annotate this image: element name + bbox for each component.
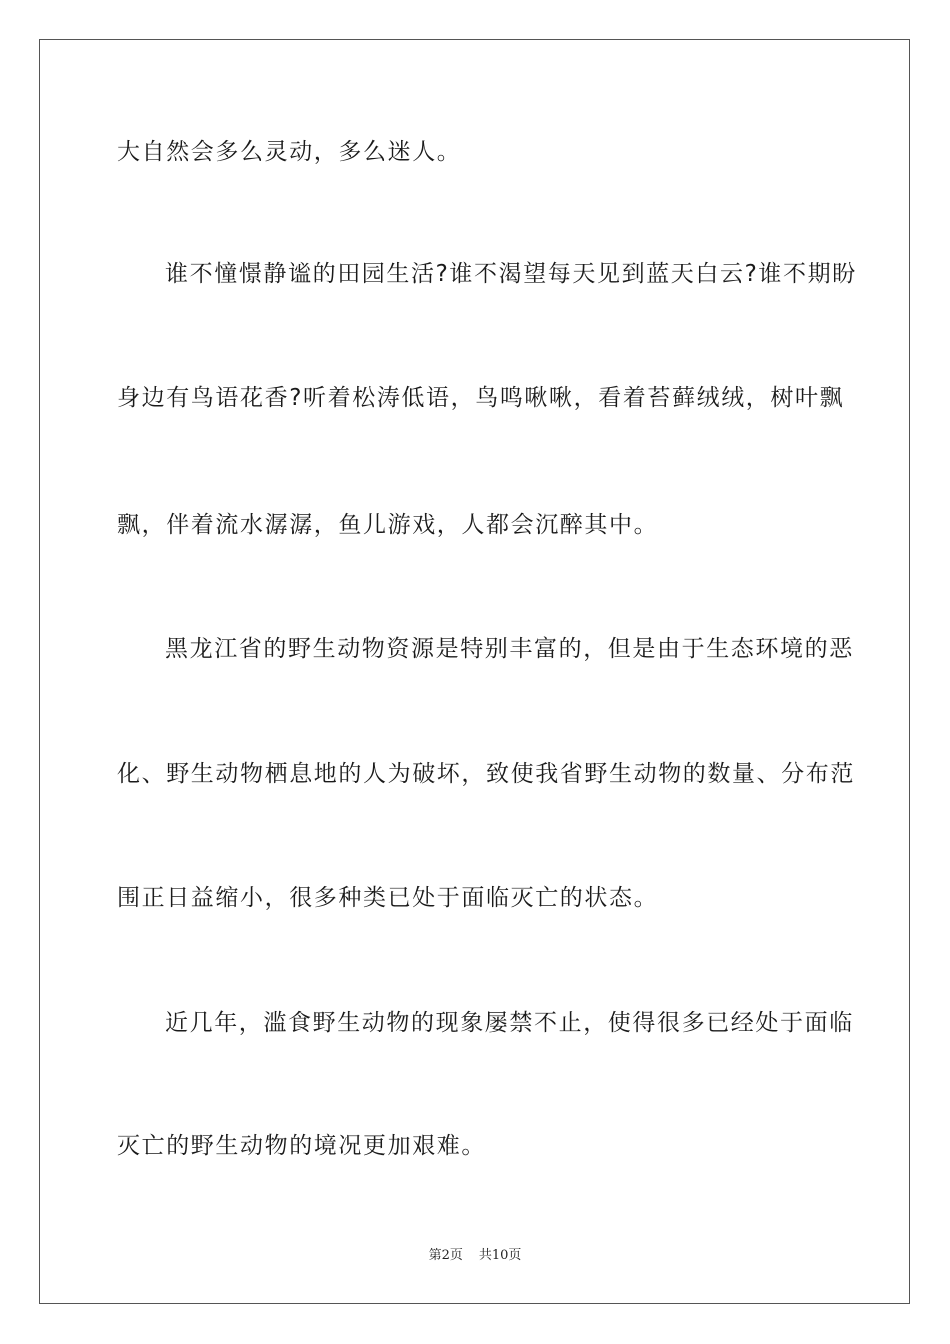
text-line: 身边有鸟语花香?听着松涛低语，鸟鸣啾啾，看着苔藓绒绒，树叶飘: [117, 385, 845, 411]
text-line: 飘，伴着流水潺潺，鱼儿游戏，人都会沉醉其中。: [117, 512, 659, 538]
paragraph-first-line: 近几年，滥食野生动物的现象屡禁不止，使得很多已经处于面临: [165, 1010, 854, 1036]
text-line: 围正日益缩小，很多种类已处于面临灭亡的状态。: [117, 885, 659, 911]
page-number: 第2页: [428, 1248, 463, 1263]
page-total: 共10页: [478, 1248, 522, 1263]
page-border: [39, 39, 910, 1304]
text-line: 化、野生动物栖息地的人为破坏，致使我省野生动物的数量、分布范: [117, 761, 855, 787]
page-footer: [0, 1247, 950, 1265]
text-line: 大自然会多么灵动，多么迷人。: [117, 139, 462, 165]
paragraph-first-line: 黑龙江省的野生动物资源是特别丰富的，但是由于生态环境的恶: [165, 636, 854, 662]
paragraph-first-line: 谁不憧憬静谧的田园生活?谁不渴望每天见到蓝天白云?谁不期盼: [165, 261, 857, 287]
text-line: 灭亡的野生动物的境况更加艰难。: [117, 1133, 486, 1159]
